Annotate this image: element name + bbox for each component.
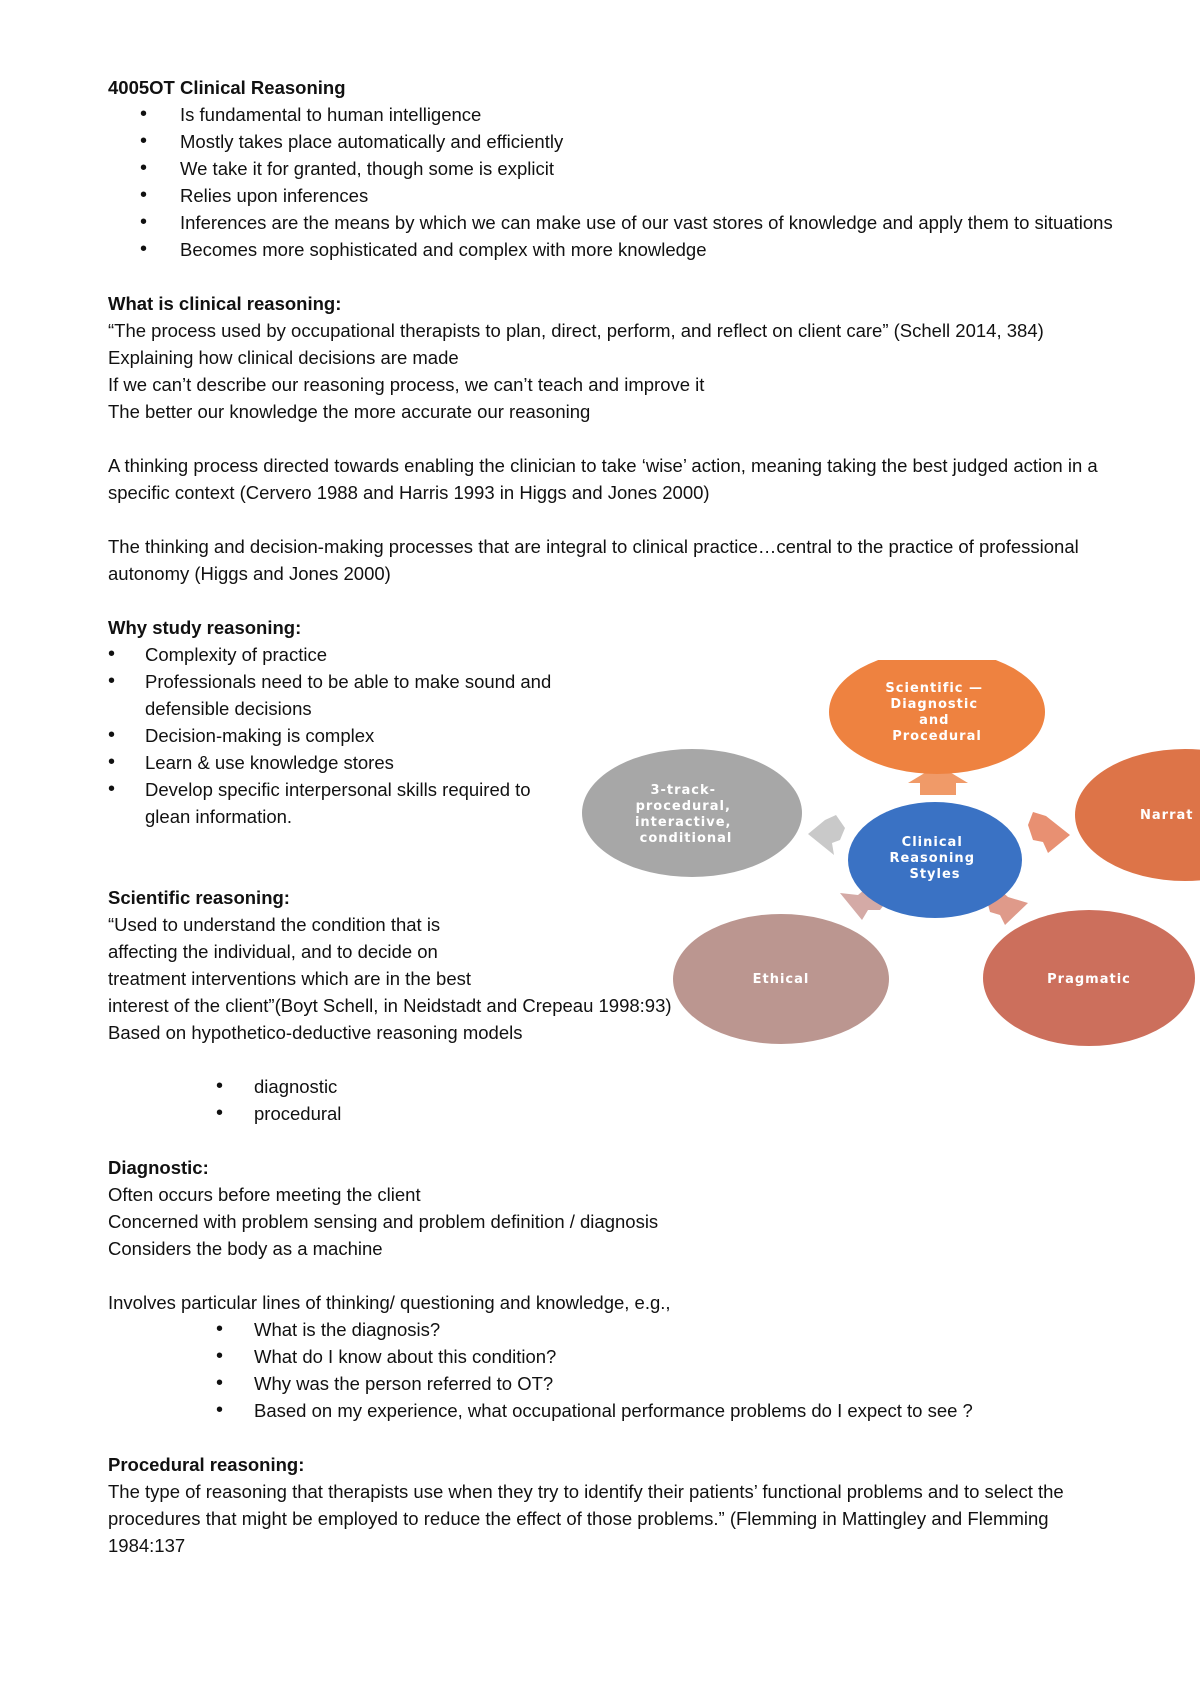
list-item: • We take it for granted, though some is explicit: [108, 155, 1118, 182]
top-node-label: Scientific — Diagnostic and Procedural: [885, 681, 984, 744]
what-is-line: If we can’t describe our reasoning process, we can’t teach and improve it: [108, 374, 705, 395]
list-item: • What is the diagnosis?: [108, 1316, 1118, 1343]
what-is-quote: “The process used by occupational therapists to plan, direct, perform, and reflect on client care” (Schell 2014, 384): [108, 320, 1044, 341]
diagnostic-line: Often occurs before meeting the client: [108, 1184, 421, 1205]
wise-action-paragraph: A thinking process directed towards enabling the clinician to take ‘wise’ action, meaning taking the best judged action in a specific context (Cervero 1988 and Harris 1993 in Higgs and Jones 2000): [108, 455, 1098, 503]
list-item: • Based on my experience, what occupational performance problems do I expect to see ?: [108, 1397, 1118, 1424]
right-node-label: Narrat: [1140, 808, 1194, 823]
list-item: • Inferences are the means by which we can make use of our vast stores of knowledge and apply them to situations: [108, 209, 1118, 236]
page-title: 4005OT Clinical Reasoning: [108, 77, 346, 98]
bottom-left-node-label: Ethical: [752, 972, 810, 987]
list-item: • Mostly takes place automatically and efficiently: [108, 128, 1118, 155]
what-is-line: The better our knowledge the more accurate our reasoning: [108, 401, 591, 422]
what-is-heading: What is clinical reasoning:: [108, 293, 342, 314]
bottom-right-node-label: Pragmatic: [1047, 972, 1131, 987]
list-item: • Complexity of practice: [108, 641, 558, 668]
scientific-heading: Scientific reasoning:: [108, 887, 290, 908]
list-item: • Is fundamental to human intelligence: [108, 101, 1118, 128]
left-node-label: 3-track- procedural, interactive, conditional: [634, 783, 733, 846]
list-item: • diagnostic: [108, 1073, 1118, 1100]
why-study-heading: Why study reasoning:: [108, 617, 302, 638]
procedural-paragraph: The type of reasoning that therapists use when they try to identify their patients’ functional problems and to select the procedures that might be employed to reduce the effect of those problems.” (Flemming in Mattingley and Flemming 1984:137: [108, 1481, 1064, 1556]
list-item: • Decision-making is complex: [108, 722, 558, 749]
list-item: • Professionals need to be able to make sound and defensible decisions: [108, 668, 558, 722]
arrow-right-icon: [1028, 812, 1070, 853]
list-item: • What do I know about this condition?: [108, 1343, 1118, 1370]
scientific-based-on: Based on hypothetico-deductive reasoning models: [108, 1022, 523, 1043]
scientific-quote-line: treatment interventions which are in the best: [108, 968, 471, 989]
diagnostic-line: Concerned with problem sensing and problem definition / diagnosis: [108, 1211, 659, 1232]
arrow-left-icon: [808, 815, 845, 855]
scientific-bullet-list: [108, 1073, 1118, 1127]
list-item: • Why was the person referred to OT?: [108, 1370, 1118, 1397]
scientific-quote-line: affecting the individual, and to decide on: [108, 941, 438, 962]
autonomy-paragraph: The thinking and decision-making processes that are integral to clinical practice…central to the practice of professional autonomy (Higgs and Jones 2000): [108, 536, 1079, 584]
scientific-quote-line: interest of the client”(Boyt Schell, in Neidstadt and Crepeau 1998:93): [108, 995, 672, 1016]
list-item: • procedural: [108, 1100, 1118, 1127]
list-item: • Relies upon inferences: [108, 182, 1118, 209]
list-item: • Becomes more sophisticated and complex with more knowledge: [108, 236, 1118, 263]
diagnostic-involves: Involves particular lines of thinking/ questioning and knowledge, e.g.,: [108, 1292, 671, 1313]
list-item: • Learn & use knowledge stores: [108, 749, 558, 776]
center-node-label: Clinical Reasoning Styles: [889, 835, 976, 882]
diagnostic-heading: Diagnostic:: [108, 1157, 209, 1178]
scientific-quote-line: “Used to understand the condition that is: [108, 914, 441, 935]
what-is-line: Explaining how clinical decisions are made: [108, 347, 459, 368]
why-study-bullet-list: [108, 641, 558, 830]
diagnostic-line: Considers the body as a machine: [108, 1238, 383, 1259]
procedural-heading: Procedural reasoning:: [108, 1454, 305, 1475]
diagnostic-question-list: [108, 1316, 1118, 1424]
intro-bullet-list: [108, 101, 1118, 263]
list-item: • Develop specific interpersonal skills required to glean information.: [108, 776, 558, 830]
clinical-reasoning-diagram: [578, 660, 1200, 1050]
